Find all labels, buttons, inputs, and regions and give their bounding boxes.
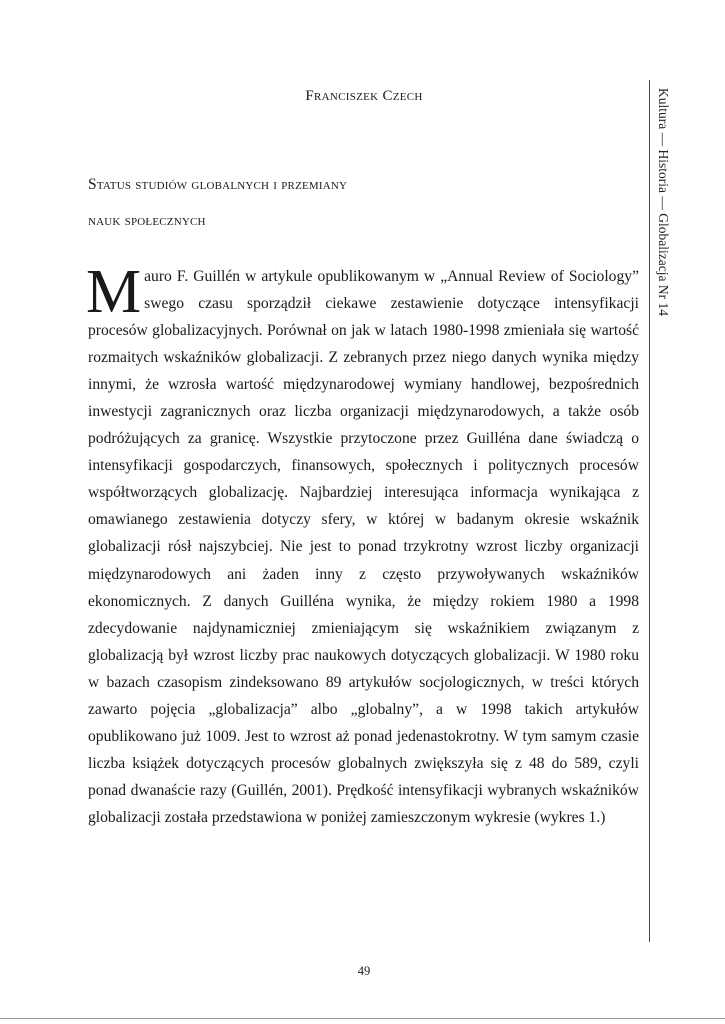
body-paragraph — [86, 258, 639, 831]
bottom-rule — [0, 1018, 725, 1019]
article-title-line-2: nauk społecznych — [88, 212, 206, 229]
drop-cap: M — [86, 258, 142, 326]
running-head: Kultura — Historia — Globalizacja Nr 14 — [656, 88, 671, 316]
side-rule — [649, 80, 650, 942]
author-name: Franciszek Czech — [305, 88, 423, 104]
page-number: 49 — [357, 964, 371, 978]
body-text: auro F. Guillén w artykule opublikowanym w „Annual Review of Sociology” swego czasu sporządził ciekawe zestawienie dotyczące intensyfikacji procesów globalizacyjnych. Porównał on jak w latach 1980-1998 zmieniała się wartość rozmaitych wskaźników globalizacji. Z zebranych przez niego danych wynika między innymi, że wzrosła wartość międzynarodowej wymiany handlowej, bezpośrednich inwestycji zagranicznych oraz liczba organizacji międzynarodowych, a także osób podróżujących za granicę. Wszystkie przytoczone przez Guilléna dane świadczą o intensyfikacji gospodarczych, finansowych, społecznych i politycznych procesów współtworzących globalizację. Najbardziej interesująca informacja wynikająca z omawianego zestawienia dotyczy sfery, w której w badanym okresie wskaźnik globalizacji rósł najszybciej. Nie jest to ponad trzykrotny wzrost liczby organizacji międzynarodowych ani żaden inny z często przywoływanych wskaźników ekonomicznych. Z danych Guilléna wynika, że między rokiem 1980 a 1998 zdecydowanie najdynamiczniej zmieniającym się wskaźnikiem związanym z globalizacją był wzrost liczby prac naukowych dotyczących globalizacji. W 1980 roku w bazach czasopism zindeksowano 89 artykułów socjologicznych, w treści których zawarto pojęcia „globalizacja” albo „globalny”, a w 1998 takich artykułów opublikowano już 1009. Jest to wzrost aż ponad jedenastokrotny. W tym samym czasie liczba książek dotyczących procesów globalnych zwiększyła się z 48 do 589, czyli ponad dwanaście razy (Guillén, 2001). Prędkość intensyfikacji wybranych wskaźników globalizacji została przedstawiona w poniżej zamieszczonym wykresie (wykres 1.) — [88, 268, 639, 826]
article-title-line-1: Status studiów globalnych i przemiany — [88, 176, 348, 193]
